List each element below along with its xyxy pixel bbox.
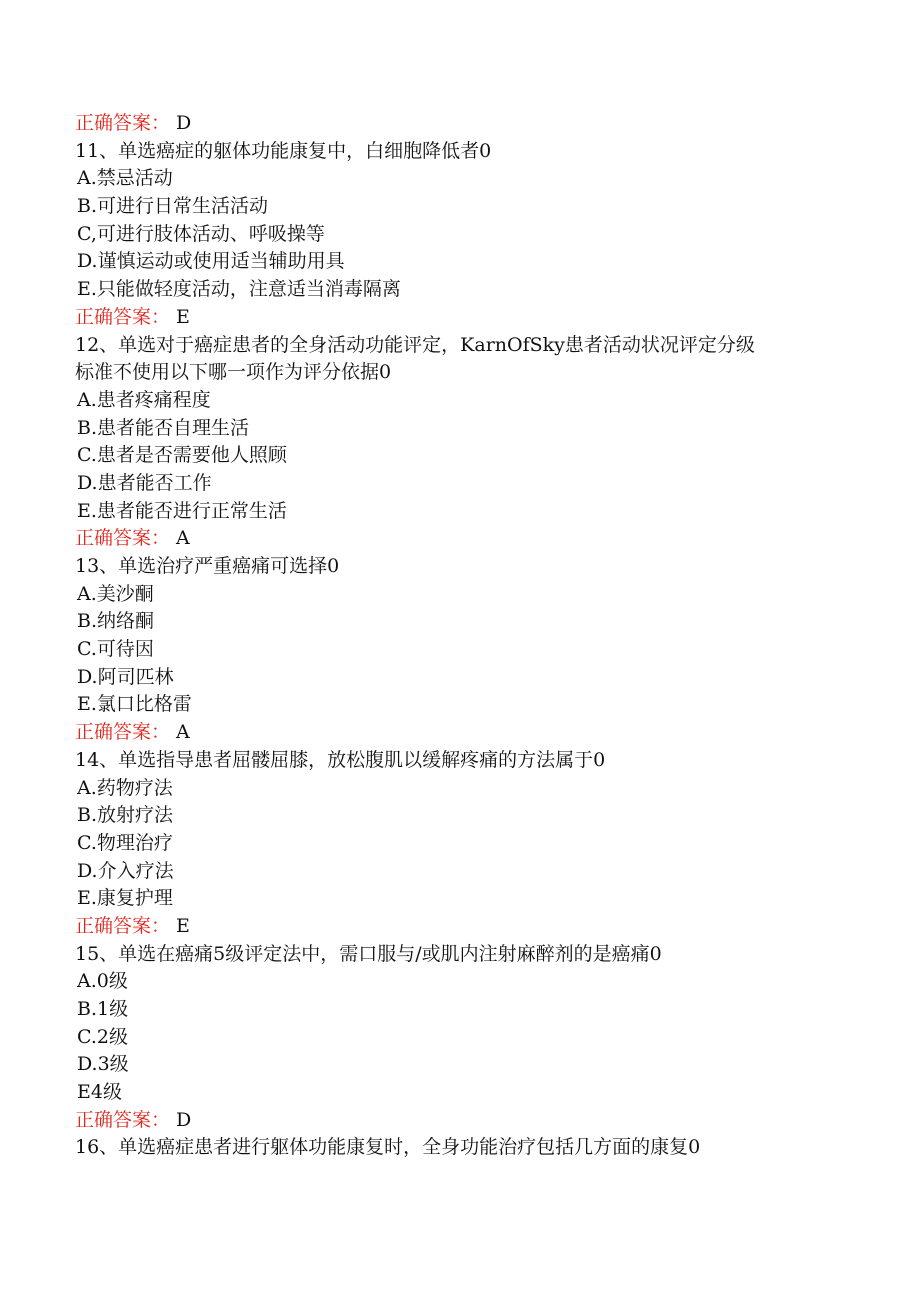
question-text: 11、单选癌症的躯体功能康复中，白细胞降低者0 <box>75 139 492 162</box>
answer-option: C,可进行肢体活动、呼吸操等 <box>77 222 325 245</box>
answer-option: A.患者疼痛程度 <box>77 388 211 411</box>
answer-option: E.患者能否进行正常生活 <box>77 499 287 522</box>
answer-option: D.阿司匹林 <box>77 665 174 688</box>
correct-answer-label: 正确答案： <box>75 914 171 937</box>
answer-option: D.患者能否工作 <box>77 471 212 494</box>
correct-answer-line <box>75 304 855 332</box>
answer-option: B.纳络酮 <box>77 610 155 633</box>
answer-option: C.患者是否需要他人照顾 <box>77 444 287 467</box>
question-text: 15、单选在癌痛5级评定法中，需口服与/或肌内注射麻醉剂的是癌痛0 <box>75 942 662 965</box>
answer-option: D.介入疗法 <box>77 859 174 882</box>
correct-answer-label: 正确答案： <box>75 527 171 550</box>
question-text: 13、单选治疗严重癌痛可选择0 <box>75 555 340 577</box>
correct-answer-value: D <box>176 1108 192 1131</box>
correct-answer-label: 正确答案： <box>75 305 171 328</box>
document-page <box>75 110 855 1162</box>
correct-answer-value: E <box>176 914 190 937</box>
correct-answer-line <box>75 525 855 553</box>
correct-answer-line <box>75 913 855 941</box>
question-text: 标准不使用以下哪一项作为评分依据0 <box>75 361 392 384</box>
correct-answer-line <box>75 719 855 747</box>
answer-option: E.氯口比格雷 <box>77 693 192 716</box>
correct-answer-value: A <box>176 527 190 550</box>
question-text: 12、单选对于癌症患者的全身活动功能评定，KarnOfSky患者活动状况评定分级 <box>75 333 755 356</box>
correct-answer-value: D <box>176 112 192 134</box>
answer-option: C.2级 <box>77 1025 128 1048</box>
answer-option: E.康复护理 <box>77 887 173 910</box>
answer-option: B.1级 <box>77 998 129 1020</box>
correct-answer-line <box>75 110 855 138</box>
answer-option: B.放射疗法 <box>77 804 174 827</box>
answer-option: A.0级 <box>77 970 128 993</box>
answer-option: E.只能做轻度活动，注意适当消毒隔离 <box>77 278 401 301</box>
question-text: 14、单选指导患者屈髅屈膝，放松腹肌以缓解疼痛的方法属于0 <box>75 748 606 771</box>
answer-option: B.患者能否自理生活 <box>77 416 250 439</box>
answer-option: D.3级 <box>77 1053 129 1076</box>
answer-option: C.物理治疗 <box>77 831 173 854</box>
answer-option: D.谨慎运动或使用适当辅助用具 <box>77 250 345 273</box>
answer-option: B.可进行日常生活活动 <box>77 195 269 218</box>
question-text: 16、单选癌症患者进行躯体功能康复时，全身功能治疗包括几方面的康复0 <box>75 1136 701 1159</box>
correct-answer-label: 正确答案： <box>75 1108 171 1131</box>
answer-option: A.美沙酮 <box>77 582 154 605</box>
answer-option: E4级 <box>77 1081 122 1104</box>
correct-answer-label: 正确答案： <box>75 112 171 134</box>
answer-option: A.禁忌活动 <box>77 167 173 190</box>
correct-answer-label: 正确答案： <box>75 721 171 744</box>
correct-answer-value: E <box>176 305 190 328</box>
answer-option: A.药物疗法 <box>77 776 173 799</box>
answer-option: C.可待因 <box>77 638 154 661</box>
correct-answer-value: A <box>176 721 190 744</box>
correct-answer-line <box>75 1107 855 1135</box>
